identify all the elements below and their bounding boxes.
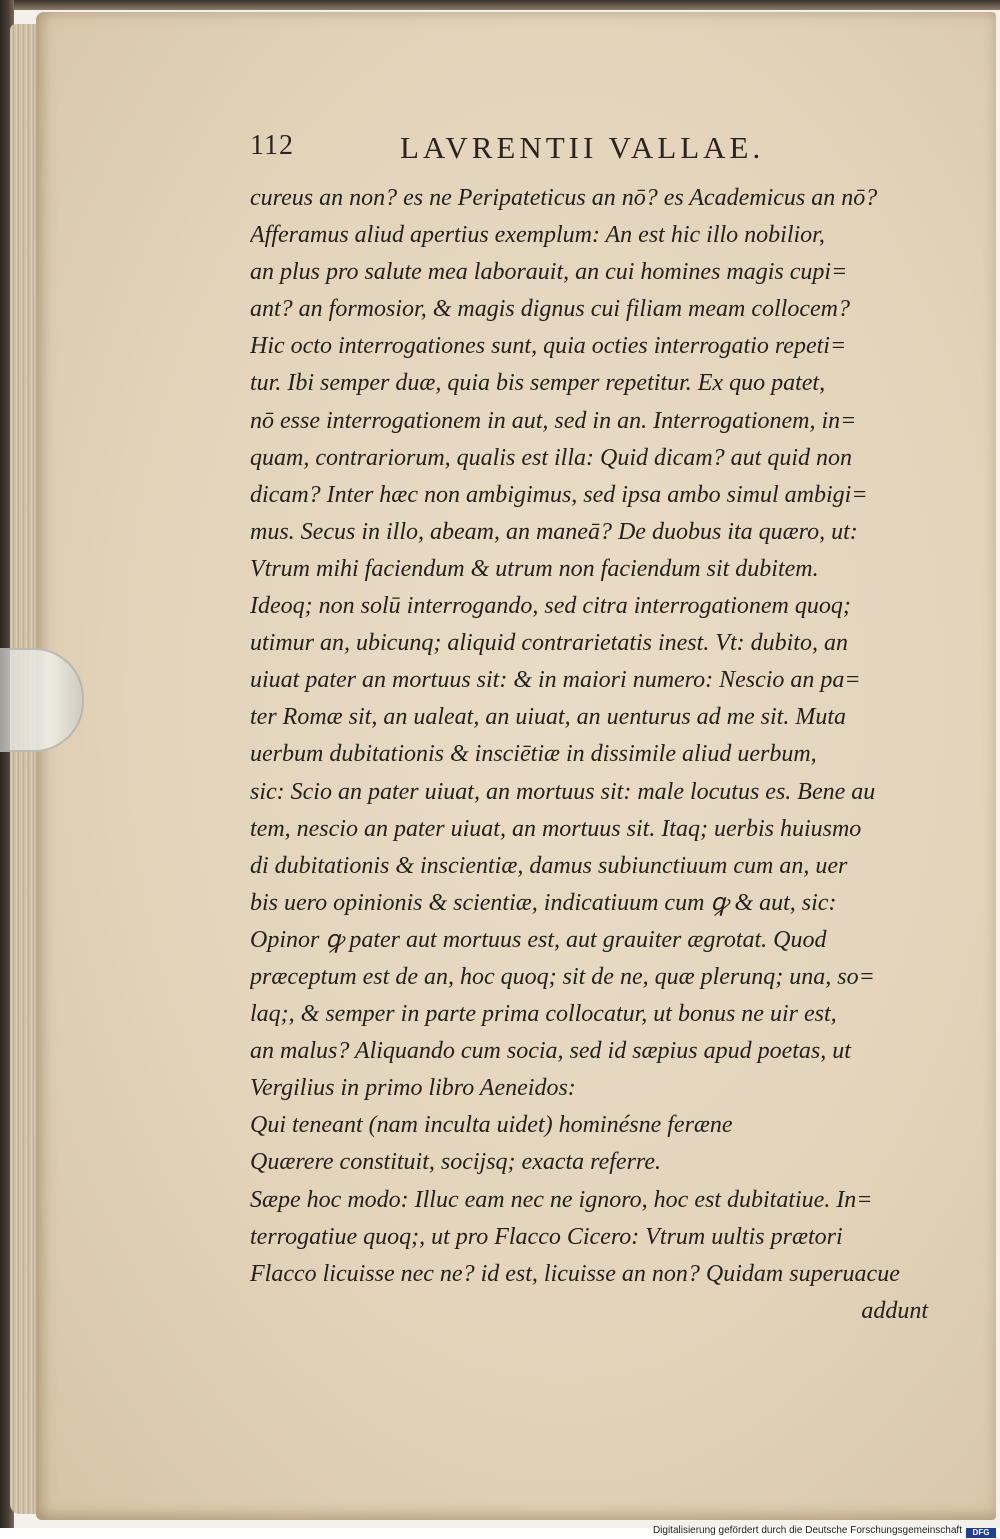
text-line: Afferamus aliud apertius exemplum: An est hic illo nobilior, bbox=[250, 222, 825, 249]
body-text bbox=[250, 180, 940, 1330]
text-line: tem, nescio an pater uiuat, an mortuus sit. Itaq; uerbis huiusmo bbox=[250, 815, 862, 842]
verse-line: Qui teneant (nam inculta uidet) hominésne feræne bbox=[250, 1112, 733, 1139]
catchword: addunt bbox=[861, 1297, 928, 1324]
text-line: præceptum est de an, hoc quoq; sit de ne, quæ plerunq; una, so= bbox=[250, 963, 875, 990]
text-line: ant? an formosior, & magis dignus cui filiam meam collocem? bbox=[250, 296, 850, 323]
text-line: Flacco licuisse nec ne? id est, licuisse an non? Quidam superuacue bbox=[250, 1260, 900, 1287]
text-line: cureus an non? es ne Peripateticus an nō? es Academicus an nō? bbox=[250, 185, 878, 211]
text-line: di dubitationis & inscientiæ, damus subiunctiuum cum an, uer bbox=[250, 852, 848, 879]
text-line: tur. Ibi semper duæ, quia bis semper repetitur. Ex quo patet, bbox=[250, 370, 826, 397]
page-number: 112 bbox=[250, 130, 294, 161]
text-line: laq;, & semper in parte prima collocatur, ut bonus ne uir est, bbox=[250, 1001, 837, 1028]
text-line: Vtrum mihi faciendum & utrum non faciendum sit dubitem. bbox=[250, 555, 819, 582]
text-line: an malus? Aliquando cum socia, sed id sæpius apud poetas, ut bbox=[250, 1038, 851, 1065]
text-line: uiuat pater an mortuus sit: & in maiori numero: Nescio an pa= bbox=[250, 667, 861, 694]
text-line: an plus pro salute mea laborauit, an cui homines magis cupi= bbox=[250, 259, 848, 286]
text-line: Sæpe hoc modo: Illuc eam nec ne ignoro, hoc est dubitatiue. In= bbox=[250, 1186, 873, 1213]
text-line: sic: Scio an pater uiuat, an mortuus sit: male locutus es. Bene au bbox=[250, 778, 876, 805]
text-line: mus. Secus in illo, abeam, an maneā? De duobus ita quæro, ut: bbox=[250, 518, 858, 545]
verse-line: Quærere constituit, socijsq; exacta referre. bbox=[250, 1149, 662, 1176]
digitization-credit: Digitalisierung gefördert durch die Deutsche Forschungsgemeinschaft bbox=[652, 1525, 962, 1536]
digitization-footer bbox=[0, 1525, 1000, 1539]
dfg-logo-icon: DFG bbox=[966, 1528, 996, 1538]
text-line: Ideoq; non solū interrogando, sed citra interrogationem quoq; bbox=[250, 593, 851, 620]
text-line: terrogatiue quoq;, ut pro Flacco Cicero: Vtrum uultis prætori bbox=[250, 1223, 843, 1250]
text-line: Hic octo interrogationes sunt, quia octies interrogatio repeti= bbox=[250, 333, 847, 360]
text-line: Vergilius in primo libro Aeneidos: bbox=[250, 1075, 576, 1102]
text-line: Opinor ꝙ pater aut mortuus est, aut grauiter ægrotat. Quod bbox=[250, 926, 827, 953]
running-head: LAVRENTII VALLAE. bbox=[400, 130, 765, 165]
scan-background-top bbox=[0, 0, 1000, 10]
text-line: utimur an, ubicunq; aliquid contrarietatis inest. Vt: dubito, an bbox=[250, 630, 848, 657]
text-line: ter Romæ sit, an ualeat, an uiuat, an uenturus ad me sit. Muta bbox=[250, 704, 846, 731]
page-header bbox=[250, 130, 930, 170]
text-line: uerbum dubitationis & insciētiæ in dissimile aliud uerbum, bbox=[250, 741, 817, 768]
text-line: quam, contrariorum, qualis est illa: Quid dicam? aut quid non bbox=[250, 444, 852, 471]
text-line: nō esse interrogationem in aut, sed in an. Interrogationem, in= bbox=[250, 407, 857, 434]
text-line: bis uero opinionis & scientiæ, indicatiuum cum ꝙ & aut, sic: bbox=[250, 889, 837, 916]
text-line: dicam? Inter hæc non ambigimus, sed ipsa ambo simul ambigi= bbox=[250, 481, 868, 508]
